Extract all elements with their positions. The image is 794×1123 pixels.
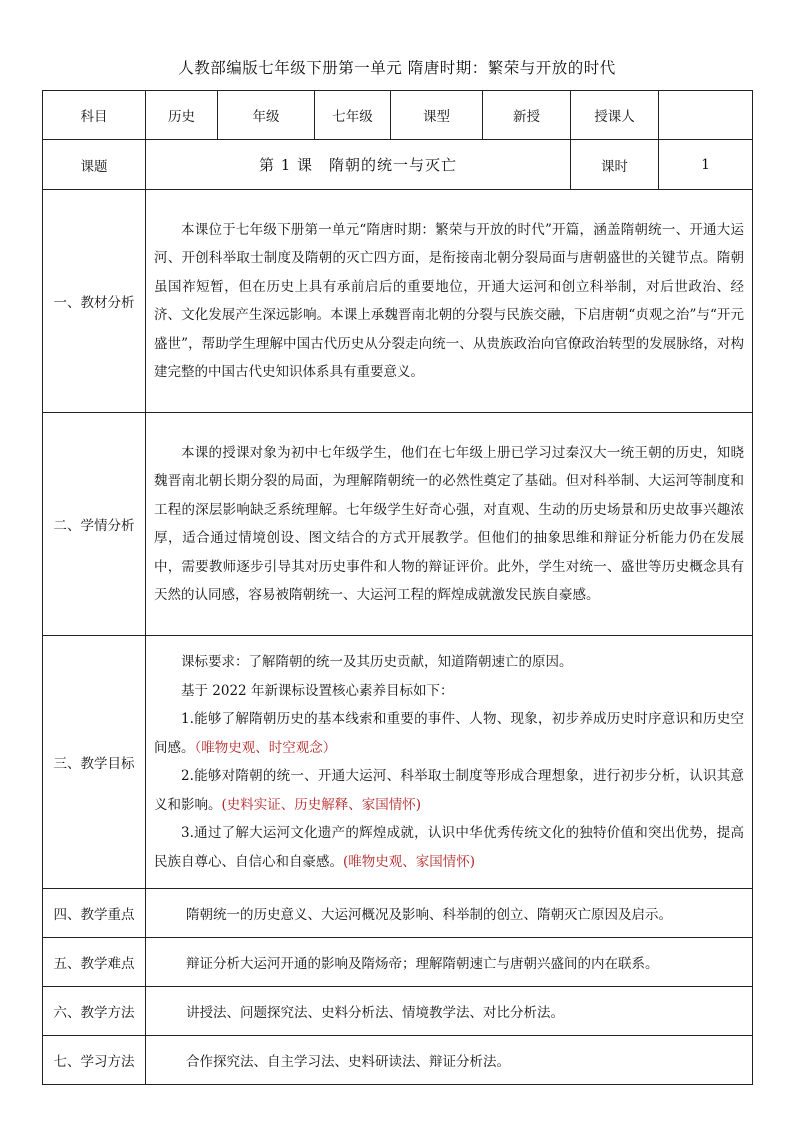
- textbook-analysis-content: [146, 190, 753, 413]
- lesson-row: [43, 140, 753, 190]
- teaching-methods-label: 六、教学方法: [43, 987, 146, 1036]
- teaching-goals-row: [43, 636, 753, 889]
- goal-3-literacy-tag: (唯物史观、家国情怀): [343, 853, 476, 870]
- teaching-methods-row: [43, 987, 753, 1036]
- teaching-goals-label: 三、教学目标: [43, 636, 146, 889]
- textbook-analysis-row: [43, 190, 753, 413]
- difficulties-row: [43, 938, 753, 987]
- goal-1-literacy-tag: （唯物史观、时空观念）: [194, 739, 337, 756]
- hours-label: 课时: [571, 140, 659, 190]
- teaching-goals-content: [146, 636, 753, 889]
- goal-3: [154, 819, 744, 876]
- teacher-label: 授课人: [571, 91, 659, 140]
- hours-value: 1: [659, 140, 753, 190]
- textbook-analysis-text: 本课位于七年级下册第一单元“隋唐时期：繁荣与开放的时代”开篇，涵盖隋朝统一、开通大运河、开创科举取士制度及隋朝的灭亡四方面，是衔接南北朝分裂局面与唐朝盛世的关键节点。隋朝虽国祚短暂，但在历史上具有承前启后的重要地位，开通大运河和创立科举制，对后世政治、经济、文化发展产生深远影响。本课上承魏晋南北朝的分裂与民族交融，下启唐朝“贞观之治”与“开元盛世”，帮助学生理解中国古代历史从分裂走向统一、从贵族政治向官僚政治转型的发展脉络，对构建完整的中国古代史知识体系具有重要意义。: [154, 221, 744, 380]
- difficulties-label: 五、教学难点: [43, 938, 146, 987]
- document-title: 人教部编版七年级下册第一单元 隋唐时期：繁荣与开放的时代: [178, 59, 616, 77]
- grade-label: 年级: [218, 91, 315, 140]
- student-analysis-text: 本课的授课对象为初中七年级学生，他们在七年级上册已学习过秦汉大一统王朝的历史，知晓魏晋南北朝长期分裂的局面，为理解隋朝统一的必然性奠定了基础。但对科举制、大运河等制度和工程的深层影响缺乏系统理解。七年级学生好奇心强，对直观、生动的历史场景和历史故事兴趣浓厚，适合通过情境创设、图文结合的方式开展教学。但他们的抽象思维和辩证分析能力仍在发展中，需要教师逐步引导其对历史事件和人物的辩证评价。此外，学生对统一、盛世等历史概念具有天然的认同感，容易被隋朝统一、大运河工程的辉煌成就激发民族自豪感。: [154, 444, 744, 603]
- goal-2-literacy-tag: (史料实证、历史解释、家国情怀): [221, 796, 422, 813]
- learning-methods-row: [43, 1036, 753, 1085]
- textbook-analysis-label: 一、教材分析: [43, 190, 146, 413]
- goal-3-text: 3.通过了解大运河文化遗产的辉煌成就，认识中华优秀传统文化的独特价值和突出优势，提高民族自尊心、自信心和自豪感。: [154, 825, 744, 870]
- grade-value: 七年级: [315, 91, 391, 140]
- teacher-value: [659, 91, 753, 140]
- topic-label: 课题: [43, 140, 146, 190]
- goal-2: [154, 762, 744, 819]
- header-row: [43, 91, 753, 140]
- student-analysis-row: [43, 413, 753, 636]
- learning-methods-text: 合作探究法、自主学习法、史料研读法、辩证分析法。: [146, 1036, 753, 1085]
- lesson-plan-table: [42, 90, 753, 1085]
- curriculum-standard: 课标要求：了解隋朝的统一及其历史贡献，知道隋朝速亡的原因。: [181, 654, 573, 670]
- key-points-row: [43, 889, 753, 938]
- difficulties-text: 辩证分析大运河开通的影响及隋炀帝；理解隋朝速亡与唐朝兴盛间的内在联系。: [146, 938, 753, 987]
- learning-methods-label: 七、学习方法: [43, 1036, 146, 1085]
- goal-1-text: 1.能够了解隋朝历史的基本线索和重要的事件、人物、现象，初步养成历史时序意识和历史空间感。: [154, 711, 744, 756]
- topic-value: 第 1 课 隋朝的统一与灭亡: [146, 140, 571, 190]
- key-points-label: 四、教学重点: [43, 889, 146, 938]
- subject-value: 历史: [146, 91, 218, 140]
- goal-1: [154, 705, 744, 762]
- student-analysis-content: [146, 413, 753, 636]
- subject-label: 科目: [43, 91, 146, 140]
- type-label: 课型: [391, 91, 483, 140]
- student-analysis-label: 二、学情分析: [43, 413, 146, 636]
- key-points-text: 隋朝统一的历史意义、大运河概况及影响、科举制的创立、隋朝灭亡原因及启示。: [146, 889, 753, 938]
- teaching-methods-text: 讲授法、问题探究法、史料分析法、情境教学法、对比分析法。: [146, 987, 753, 1036]
- goal-2-text: 2.能够对隋朝的统一、开通大运河、科举取士制度等形成合理想象，进行初步分析，认识其意义和影响。: [154, 768, 744, 813]
- goals-intro: 基于 2022 年新课标设置核心素养目标如下：: [181, 682, 454, 699]
- type-value: 新授: [483, 91, 571, 140]
